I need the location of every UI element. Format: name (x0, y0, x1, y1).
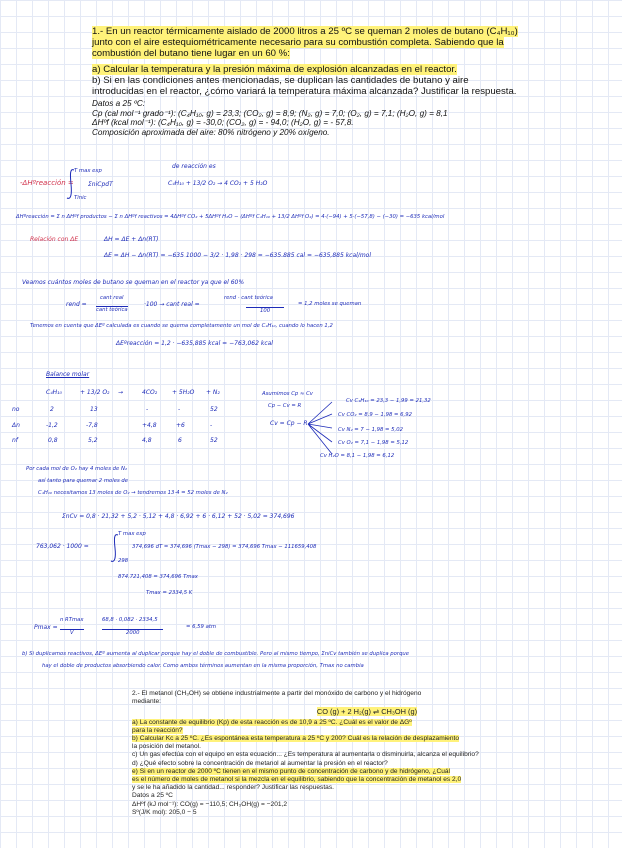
balance-header-arrow: → (118, 389, 124, 396)
pmax-result: = 6,59 atm (186, 624, 217, 630)
pmax-den: V (60, 629, 84, 637)
n2-note-3: C₄H₁₀ necesitamos 13 moles de O₂ → tendremos 13·4 = 52 moles de N₂ (38, 490, 228, 496)
problem1-data-title: Datos a 25 ºC: (92, 99, 146, 109)
cv-value: Cv O₂ = 7,1 − 1,98 = 5,12 (338, 440, 409, 446)
integral2-upper: T max exp (118, 531, 146, 537)
cv-label: Cv = Cp − R (270, 420, 308, 427)
problem2-line: la posición del metanol. (132, 743, 201, 751)
integral2-rhs: 374,696 dT = 374,696 (Tmax − 298) = 374,696 Tmax − 111659,408 (132, 544, 317, 550)
balance-header-o2: + 13/2 O₂ (80, 389, 110, 396)
problem2-line: para la reacción? (132, 726, 183, 734)
problem2-line: a) La constante de equilibrio (Kp) de esta reacción es de 10,9 a 25 ºC. ¿Cuál es el valor de ΔGº (132, 718, 412, 726)
problem2-data: ΔHºf (kJ mol⁻¹): CO(g) = −110,5; CH₃OH(g) = −201,2 (132, 800, 288, 808)
balance-cell: +6 (176, 422, 185, 429)
balance-cell: +4,8 (142, 422, 157, 429)
pmax-num: n RTmax (60, 617, 84, 623)
balance-cell: 13 (90, 406, 98, 413)
problem1-part-b-1: b) Si en las condiciones antes mencionadas, se duplican las cantidades de butano y aire (92, 74, 469, 86)
problem2-data: Sº(J/K mol): 205,0 − 5 (132, 808, 197, 816)
cv-value: Cv H₂O = 8,1 − 1,98 = 6,12 (320, 453, 395, 459)
balance-row-label: Δn (12, 422, 20, 429)
dh-integral-lhs: -ΔHºreacción = (20, 179, 74, 187)
n2-note-1: Por cada mol de O₂ hay 4 moles de N₂ (26, 466, 128, 472)
balance-cell: -1,2 (46, 422, 58, 429)
cv-arrows (306, 398, 336, 458)
problem2-statement (132, 690, 602, 817)
balance-row-label: nf (12, 437, 18, 444)
tmax-result: Tmax = 2334,5 K (146, 590, 193, 596)
balance-header-co2: 4CO₂ (142, 389, 158, 396)
rend-frac-den: cant teórica (96, 307, 128, 313)
n2-note-2: así tanto para quemar 2 moles de (38, 478, 129, 484)
balance-cell: 5,2 (88, 437, 98, 444)
rend-mid: ·100 → cant real = (144, 301, 200, 308)
problem1-part-a: a) Calcular la temperatura y la presión máxima de explosión alcanzadas en el reactor. (92, 63, 457, 75)
problem2-line: mediante: (132, 698, 161, 706)
problem2-line: b) Calcular Kc a 25 ºC. ¿Es espontánea esta temperatura a 25 ºC y 200? Cuál es la relación de desplazamiento (132, 735, 459, 743)
dh-calculation: ΔHºreacción = Σ n ΔHºf productos − Σ n ΔHºf reactivos = 4ΔHºf CO₂ + 5ΔHºf H₂O − (ΔHºf C₄H₁₀ + 13/2 ΔHºf O₂) = 4·(−94) + 5·(−57,8) − (−30) = −635 kcal/mol (16, 214, 445, 220)
part-b-answer-2: hay el doble de productos absorbiendo calor. Como ambos términos aumentan en la misma proporción, Tmax no cambia (42, 663, 364, 669)
relation-eq1: ΔH = ΔE + Δn(RT) (104, 236, 159, 243)
balance-cell: -7,8 (86, 422, 98, 429)
balance-cell: 52 (210, 437, 218, 444)
balance-title: Balance molar (46, 371, 90, 378)
cv-value: Cv CO₂ = 8,9 − 1,98 = 6,92 (338, 412, 412, 418)
cv-value: Cv N₂ = 7 − 1,98 = 5,02 (338, 427, 403, 433)
integral-body: ΣniCpdT (88, 181, 113, 188)
problem2-line: 2.- El metanol (CH₃OH) se obtiene industrialmente a partir del monóxido de carbono y el hidrógeno (132, 690, 422, 697)
relation-label: Relación con ΔE (30, 236, 79, 243)
integral2-line2: 874.721,408 = 374,696 Tmax (118, 574, 198, 580)
rend-lhs: rend = (66, 301, 87, 308)
pmax-den2: 2000 (102, 629, 163, 637)
balance-cell: - (146, 406, 149, 413)
reaction-note: de reacción es (172, 163, 216, 170)
cp-title: Asumimos Cp ≈ Cv (262, 391, 313, 397)
problem1-line1: 1.- En un reactor térmicamente aislado de 2000 litros a 25 ºC se queman 2 moles de butano (C₄H₁₀) (92, 26, 518, 37)
cp-relation: Cp − Cv = R (268, 403, 302, 409)
problem2-line: y se le ha añadido la cantidad... responder? Justificar las respuestas. (132, 784, 334, 792)
balance-header-n2: + N₂ (206, 389, 220, 396)
problem2-line: c) Un gas efectúa con el equipo en esta ecuación... ¿Es temperatura al aumentarla o disminuirla, alcanza el equilibrio? (132, 751, 479, 759)
balance-cell: 6 (178, 437, 182, 444)
problem2-data: Datos a 25 ºC (132, 792, 173, 800)
part-b-answer-1: b) Si duplicamos reactivos, ΔEº aumenta al duplicar porque hay el doble de combustible. Pero al mismo tiempo, ΣniCv también se duplica porque (22, 651, 410, 657)
rend-frac2-num: rend · cant teórica (224, 295, 273, 301)
problem1-line2: junto con el aire estequiométricamente necesario para su combustión completa. Sabiendo que la (92, 37, 504, 49)
problem2-line: e) Si en un reactor de 2000 ºC tienen en el mismo punto de concentración de carbono y de hidrógeno, ¿Cuál (132, 767, 451, 775)
integral-upper: T max exp (74, 168, 102, 174)
problem2-equation: CO (g) + 2 H₂(g) ⇌ CH₃OH (g) (316, 707, 418, 717)
relation-eq2: ΔE = ΔH − Δn(RT) = −635 1000 − 3/2 · 1,98 · 298 = −635.885 cal = −635,885 kcal/mol (104, 252, 372, 259)
balance-header-c4h10: C₄H₁₀ (46, 389, 62, 396)
problem1-line3: combustión del butano tiene lugar en un 60 %: (92, 48, 290, 60)
balance-cell: 2 (50, 406, 54, 413)
factor-note: Tenemos en cuenta que ΔEº calculada es cuando se quema completamente un mol de C₄H₁₀, cuando lo hacen 1,2 (30, 323, 333, 329)
integral2-lhs: 763,062 · 1000 = (36, 543, 89, 550)
rend-frac2-den: 100 (246, 307, 284, 315)
balance-cell: 4,8 (142, 437, 152, 444)
cv-value: Cv C₄H₁₀ = 23,3 − 1,99 = 21,32 (346, 398, 431, 404)
rend-frac-num: cant real (100, 295, 124, 301)
pmax-lhs: Pmax = (34, 624, 58, 631)
integral-lower: Tinic (74, 195, 87, 201)
balance-cell: 0,8 (48, 437, 58, 444)
problem1-data-dhf: ΔHºf (kcal mol⁻¹): (C₄H₁₀, g) = -30,0; (CO₂, g) = - 94,0; (H₂O, g) = - 57,8. (92, 118, 354, 128)
balance-header-h2o: + 5H₂O (172, 389, 195, 396)
balance-cell: - (178, 406, 181, 413)
reaction-equation: C₄H₁₀ + 13/2 O₂ → 4 CO₂ + 5 H₂O (168, 180, 268, 187)
balance-cell: - (210, 422, 213, 429)
sum-ncv: ΣnCv = 0,8 · 21,32 + 5,2 · 5,12 + 4,8 · 6,92 + 6 · 6,12 + 52 · 5,02 = 374,696 (62, 513, 295, 520)
de-total: ΔEºreacción = 1,2 · −635,885 kcal = −763,062 kcal (116, 340, 273, 347)
rend-result: = 1,2 moles se queman (298, 301, 362, 307)
problem1-statement (92, 26, 600, 138)
problem2-line: es el número de moles de metanol si la mezcla en el equilibrio, sabiendo que la concentración de metanol es 2,0 (132, 776, 462, 784)
integral2-lower: 298 (118, 558, 129, 564)
problem1-part-b-2: introducidas en el reactor, ¿cómo variará la temperatura máxima alcanzada? Justificar la respuesta. (92, 86, 517, 98)
balance-cell: 52 (210, 406, 218, 413)
moles-note: Veamos cuántos moles de butano se queman en el reactor ya que el 60% (22, 279, 245, 286)
problem2-line: d) ¿Qué efecto sobre la concentración de metanol al aumentar la presión en el reactor? (132, 759, 388, 767)
balance-row-label: no (12, 406, 20, 413)
problem1-data-air: Composición aproximada del aire: 80% nitrógeno y 20% oxígeno. (92, 128, 330, 137)
problem1-data-cp: Cp (cal mol⁻¹ grado⁻¹): (C₄H₁₀, g) = 23,3; (CO₂, g) = 8,9; (N₂, g) = 7,0; (O₂, g) = 7,1; (H₂O, g) = 8,1 (92, 108, 448, 118)
pmax-num2: 68,8 · 0,082 · 2334,5 (102, 617, 158, 623)
